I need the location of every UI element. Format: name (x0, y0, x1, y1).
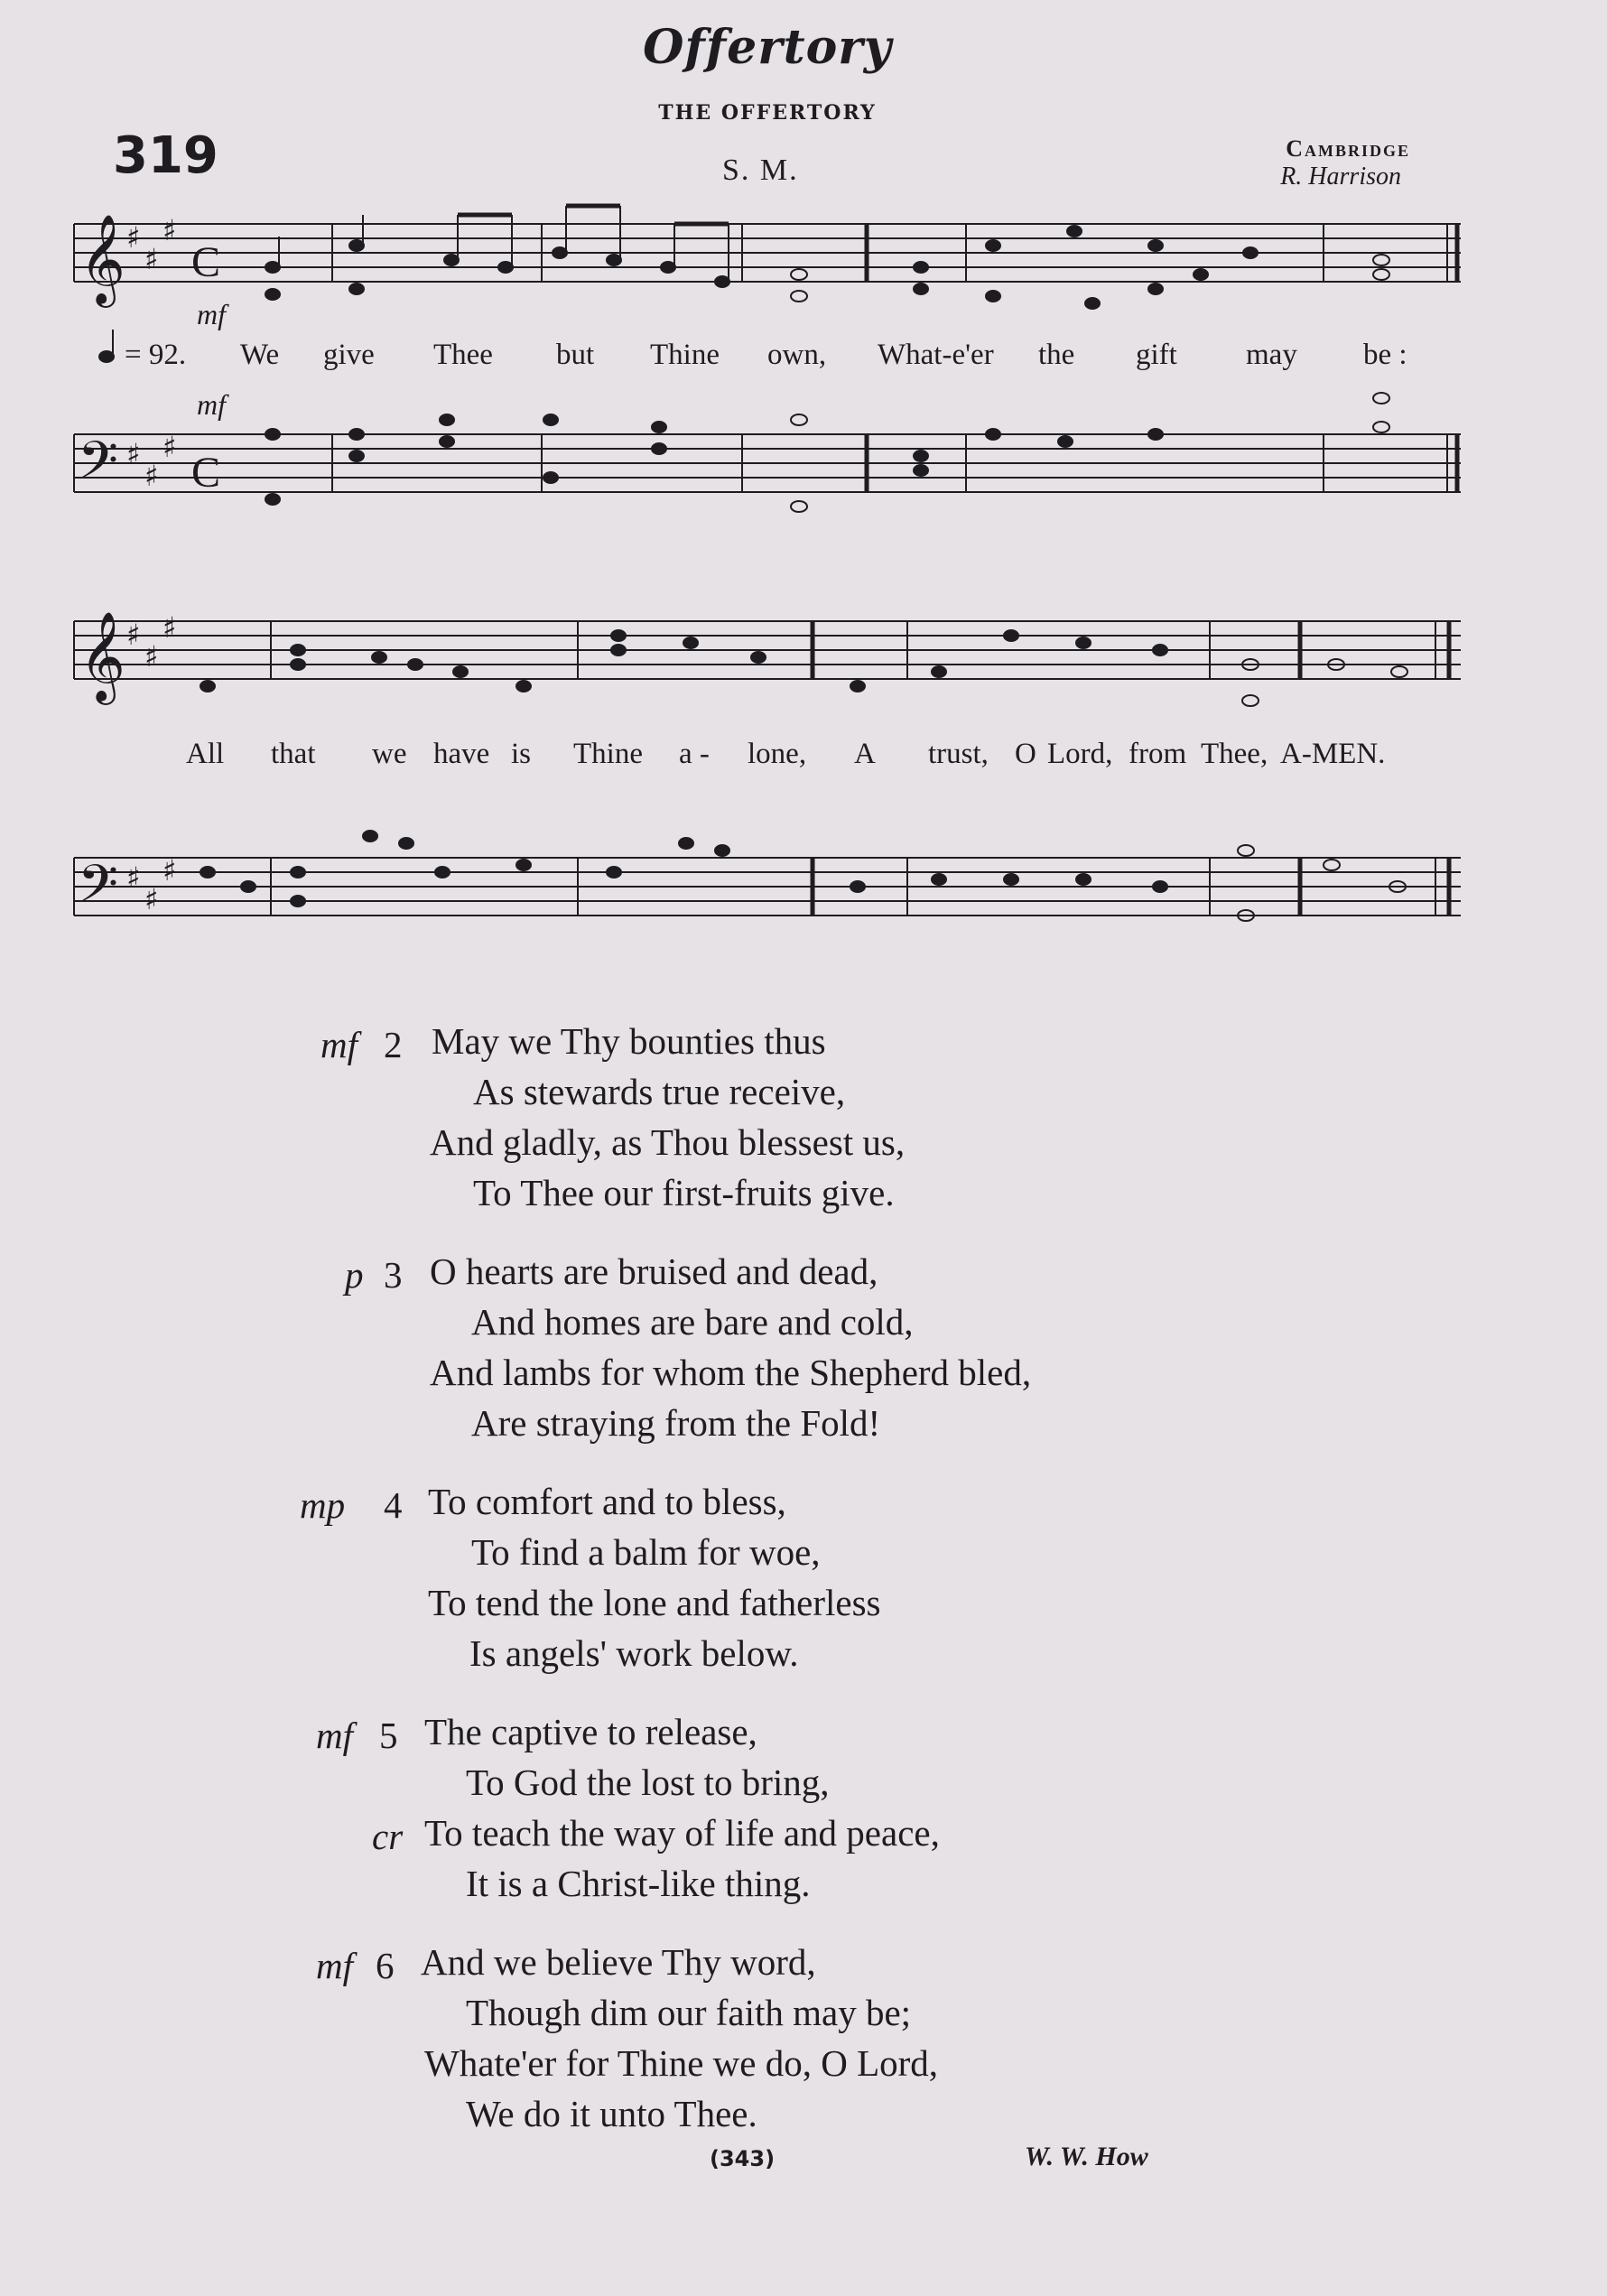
common-time-icon: C (191, 238, 221, 286)
composer-name: R. Harrison (1280, 163, 1401, 191)
lyric-syllable: Thine (650, 339, 720, 371)
verse-number: 4 (384, 1484, 403, 1526)
common-time-icon: C (191, 449, 221, 497)
lyric-syllable: All (186, 738, 225, 770)
notes-system-1-bass (265, 393, 1389, 512)
dynamic-marking-lower: mf (197, 388, 226, 421)
lyric-syllable: lone, (748, 738, 807, 770)
notes-system-1 (265, 206, 1389, 309)
lyric-syllable: from (1129, 738, 1187, 770)
verses-section (0, 1016, 1607, 2167)
verse-number: 2 (384, 1024, 403, 1065)
verse-line: O hearts are bruised and dead, (430, 1250, 878, 1292)
lyric-syllable: O (1015, 738, 1036, 770)
notes-system-2-bass (200, 831, 1406, 921)
sharp-icon: ♯ (144, 242, 159, 276)
verse-dynamic: mf (320, 1024, 358, 1065)
tempo-marking: = 92. (125, 339, 187, 371)
lyric-syllable: Thee, (1201, 738, 1268, 770)
lyric-syllable: give (323, 339, 375, 371)
lyric-syllable: trust, (928, 738, 989, 770)
sharp-icon: ♯ (144, 639, 159, 674)
verse-5 (0, 1706, 1607, 1937)
sharp-icon: ♯ (163, 430, 177, 464)
verse-line: It is a Christ-like thing. (466, 1863, 811, 1904)
verse-number: 5 (379, 1715, 398, 1756)
verse-line: Are straying from the Fold! (471, 1402, 881, 1444)
sharp-icon: ♯ (144, 459, 159, 493)
sharp-icon: ♯ (126, 220, 141, 255)
lyric-syllable: What-e'er (878, 339, 994, 371)
verse-line: And lambs for whom the Shepherd bled, (430, 1352, 1032, 1393)
notes (200, 206, 1407, 921)
lyric-syllable: that (271, 738, 316, 770)
verse-6 (0, 1937, 1607, 2167)
notes-system-2 (200, 630, 1407, 706)
bass-clef-icon: 𝄢 (78, 853, 119, 927)
sharp-icon: ♯ (144, 882, 159, 916)
dynamic-marking-upper: mf (197, 298, 226, 330)
lyric-syllable: have (433, 738, 490, 770)
treble-clef-icon: 𝄞 (79, 611, 125, 702)
verse-line: Whate'er for Thine we do, O Lord, (424, 2042, 939, 2084)
verse-2 (0, 1016, 1607, 1246)
verse-line: To tend the lone and fatherless (428, 1582, 881, 1623)
treble-clef-icon: 𝄞 (79, 214, 125, 304)
lyric-syllable: may (1246, 339, 1297, 371)
lyric-syllable: the (1038, 339, 1075, 371)
verse-line: To Thee our first-fruits give. (473, 1172, 895, 1213)
hymn-number: 319 (113, 126, 218, 185)
lyric-syllable: We (240, 339, 280, 371)
lyric-syllable: Thine (573, 738, 643, 770)
lyric-syllable: a - (679, 738, 710, 770)
verse-line: May we Thy bounties thus (432, 1020, 826, 1062)
bass-clef-icon: 𝄢 (78, 430, 119, 504)
lyric-syllable: be : (1363, 339, 1407, 371)
sharp-icon: ♯ (126, 437, 141, 471)
lyric-syllable: gift (1136, 339, 1177, 371)
bass-staff-2 (74, 858, 1461, 916)
sharp-icon: ♯ (163, 213, 177, 247)
verse-line: To find a balm for woe, (471, 1531, 821, 1573)
lyric-syllable: Thee (433, 339, 493, 371)
verse-number: 6 (376, 1945, 395, 1986)
verse-line: Is angels' work below. (469, 1632, 799, 1674)
verse-line: And we believe Thy word, (421, 1941, 816, 1983)
lyrics-line-1 (0, 339, 1607, 375)
hymn-meter: S. M. (722, 153, 799, 187)
sharp-icon: ♯ (163, 853, 177, 888)
verse-line: The captive to release, (424, 1711, 757, 1752)
verse-line: We do it unto Thee. (466, 2093, 757, 2134)
music-score (0, 0, 1607, 975)
lyrics-line-2 (0, 738, 1607, 774)
verse-dynamic: mf (316, 1945, 353, 1986)
lyric-syllable: but (556, 339, 595, 371)
verse-line: To teach the way of life and peace, (424, 1812, 940, 1854)
sharp-icon: ♯ (126, 618, 141, 652)
verse-dynamic: cr (372, 1816, 404, 1857)
verse-line: Though dim our faith may be; (466, 1992, 912, 2033)
verse-line: And gladly, as Thou blessest us, (430, 1121, 906, 1163)
section-title: Offertory (643, 20, 892, 75)
section-subtitle: THE OFFERTORY (658, 101, 877, 125)
verse-line: And homes are bare and cold, (471, 1301, 914, 1343)
page-number: (343) (710, 2146, 776, 2171)
lyric-syllable: A-MEN. (1280, 738, 1386, 770)
sharp-icon: ♯ (163, 610, 177, 645)
lyric-syllable: is (511, 738, 532, 770)
verse-4 (0, 1476, 1607, 1706)
verse-line: As stewards true receive, (473, 1071, 846, 1112)
sharp-icon: ♯ (126, 860, 141, 895)
verse-dynamic: p (345, 1254, 364, 1296)
lyric-syllable: A (854, 738, 876, 770)
verse-dynamic: mf (316, 1715, 353, 1756)
lyric-syllable: Lord, (1047, 738, 1113, 770)
bass-staff-1 (74, 434, 1461, 492)
lyric-syllable: we (372, 738, 407, 770)
verse-dynamic: mp (300, 1484, 346, 1526)
verse-line: To God the lost to bring, (466, 1762, 830, 1803)
tune-name: Cambridge (1286, 135, 1410, 162)
verse-line: To comfort and to bless, (428, 1481, 786, 1522)
verse-3 (0, 1246, 1607, 1476)
verse-number: 3 (384, 1254, 403, 1296)
lyric-syllable: own, (767, 339, 827, 371)
hymn-author: W. W. How (1025, 2142, 1148, 2171)
